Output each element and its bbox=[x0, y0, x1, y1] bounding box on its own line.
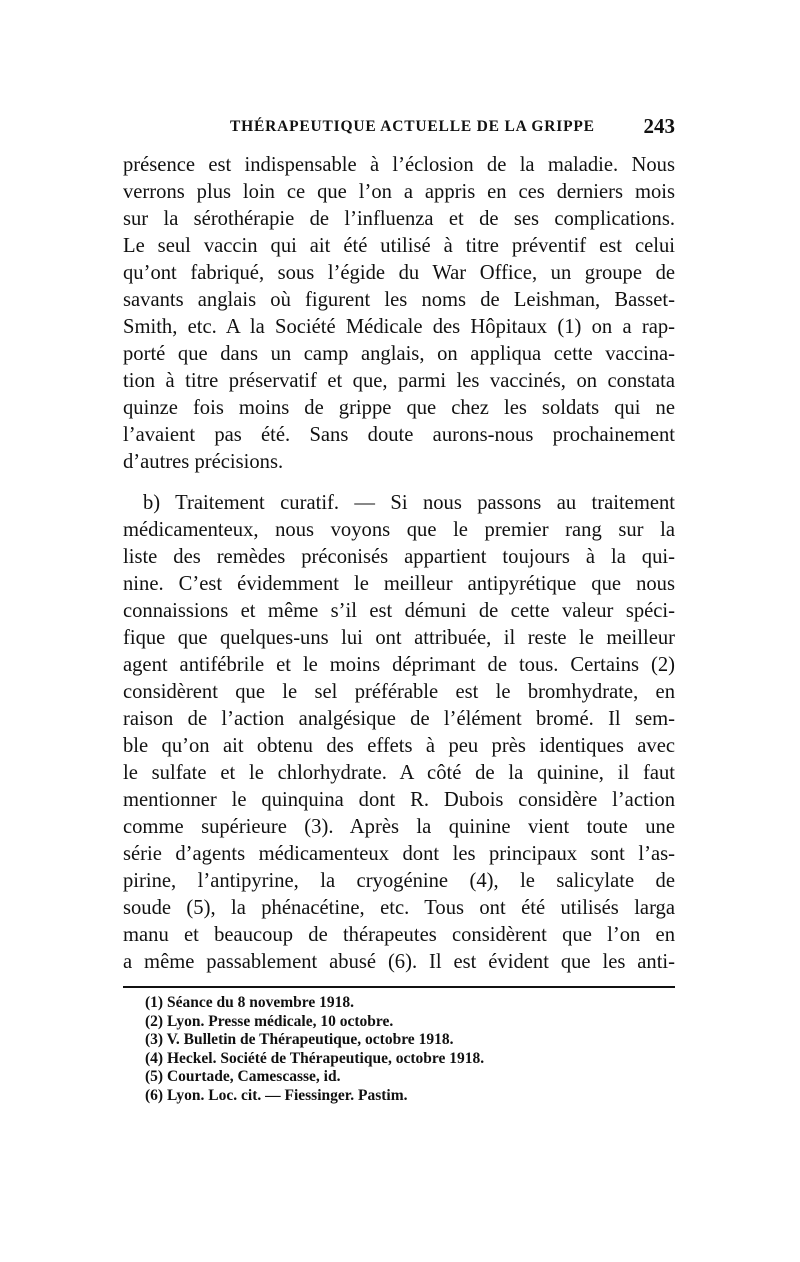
text-line: pirine, l’antipyrine, la cryogénine (4), le salicylate de bbox=[123, 870, 675, 892]
text-line: ble qu’on ait obtenu des effets à peu près identiques avec bbox=[123, 735, 675, 757]
footnote: (3) V. Bulletin de Thérapeutique, octobre 1918. bbox=[145, 1031, 454, 1048]
paragraph-spacer bbox=[123, 476, 675, 490]
text-line: nine. C’est évidemment le meilleur antipyrétique que nous bbox=[123, 573, 675, 595]
footnote: (4) Heckel. Société de Thérapeutique, octobre 1918. bbox=[145, 1049, 485, 1067]
footnote-rule bbox=[123, 986, 675, 988]
text-line: série d’agents médicamenteux dont les principaux sont l’as- bbox=[123, 843, 675, 865]
text-line: d’autres précisions. bbox=[123, 451, 284, 473]
text-line: mentionner le quinquina dont R. Dubois considère l’action bbox=[123, 789, 675, 811]
footnote: (1) Séance du 8 novembre 1918. bbox=[145, 994, 354, 1011]
text-line: soude (5), la phénacétine, etc. Tous ont été utilisés larga bbox=[123, 897, 675, 919]
text-line: connaissions et même s’il est démuni de cette valeur spéci- bbox=[123, 600, 675, 622]
text-line: le sulfate et le chlorhydrate. A côté de la quinine, il faut bbox=[123, 762, 675, 784]
text-line: agent antifébrile et le moins déprimant de tous. Certains (2) bbox=[123, 654, 675, 676]
text-line: Smith, etc. A la Société Médicale des Hôpitaux (1) on a rap- bbox=[123, 316, 675, 338]
text-line: Le seul vaccin qui ait été utilisé à titre préventif est celui bbox=[123, 235, 675, 257]
text-line: présence est indispensable à l’éclosion de la maladie. Nous bbox=[123, 154, 675, 176]
text-line: verrons plus loin ce que l’on a appris en ces derniers mois bbox=[123, 181, 675, 203]
text-line: manu et beaucoup de thérapeutes considèrent que l’on en bbox=[123, 924, 675, 946]
text-line: comme supérieure (3). Après la quinine vient toute une bbox=[123, 816, 675, 838]
text-line: sur la sérothérapie de l’influenza et de ses complications. bbox=[123, 208, 675, 230]
body-text bbox=[123, 152, 675, 976]
text-line: b) Traitement curatif. — Si nous passons au traitement bbox=[143, 492, 675, 514]
page-number: 243 bbox=[643, 114, 675, 138]
footnote: (5) Courtade, Camescasse, id. bbox=[145, 1068, 341, 1085]
text-line: porté que dans un camp anglais, on appliqua cette vaccina- bbox=[123, 343, 675, 365]
text-line: qu’ont fabriqué, sous l’égide du War Office, un groupe de bbox=[123, 262, 675, 284]
book-page bbox=[123, 112, 675, 1105]
text-line: a même passablement abusé (6). Il est évident que les anti- bbox=[123, 951, 675, 973]
text-line: savants anglais où figurent les noms de Leishman, Basset- bbox=[123, 289, 675, 311]
running-head bbox=[123, 112, 675, 140]
footnotes bbox=[123, 994, 675, 1105]
footnote: (6) Lyon. Loc. cit. — Fiessinger. Pastim. bbox=[145, 1086, 408, 1104]
running-title: THÉRAPEUTIQUE ACTUELLE DE LA GRIPPE bbox=[230, 118, 595, 135]
text-line: raison de l’action analgésique de l’élément bromé. Il sem- bbox=[123, 708, 675, 730]
paragraph-curative-treatment bbox=[123, 490, 675, 976]
paragraph-vaccine bbox=[123, 152, 675, 476]
text-line: quinze fois moins de grippe que chez les soldats qui ne bbox=[123, 397, 675, 419]
text-line: tion à titre préservatif et que, parmi les vaccinés, on constata bbox=[123, 370, 675, 392]
text-line: considèrent que le sel préférable est le bromhydrate, en bbox=[123, 681, 675, 703]
text-line: liste des remèdes préconisés appartient toujours à la qui- bbox=[123, 546, 675, 568]
text-line: fique que quelques-uns lui ont attribuée, il reste le meilleur bbox=[123, 627, 675, 649]
footnote: (2) Lyon. Presse médicale, 10 octobre. bbox=[145, 1012, 394, 1030]
text-line: l’avaient pas été. Sans doute aurons-nous prochainement bbox=[123, 424, 675, 446]
text-line: médicamenteux, nous voyons que le premier rang sur la bbox=[123, 519, 675, 541]
